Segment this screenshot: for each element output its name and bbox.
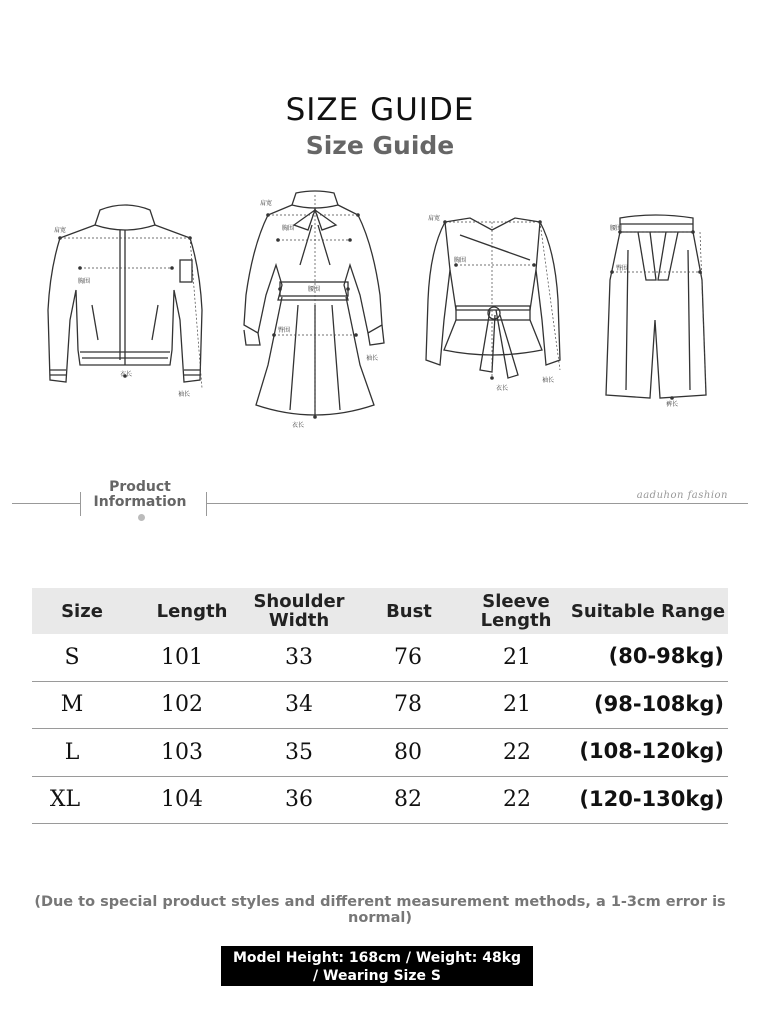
svg-text:腰围: 腰围	[308, 286, 321, 293]
cell-bust: 76	[394, 644, 422, 670]
page-subtitle: Size Guide	[305, 131, 455, 160]
svg-text:胸围: 胸围	[282, 225, 295, 232]
cell-shoulder: 34	[285, 692, 313, 717]
header-bust: Bust	[386, 600, 432, 622]
svg-text:臀围: 臀围	[278, 327, 291, 334]
cell-sleeve: 21	[503, 692, 531, 717]
table-row	[32, 634, 728, 682]
svg-text:腰围: 腰围	[610, 225, 623, 232]
header-sleeve-length: Sleeve Length	[480, 591, 552, 631]
svg-text:衣长: 衣长	[292, 422, 305, 429]
svg-text:袖长: 袖长	[366, 355, 379, 362]
section-label-line2: Information	[90, 495, 190, 525]
svg-text:肩宽: 肩宽	[428, 215, 441, 222]
model-info-line1: Model Height: 168cm / Weight: 48kg	[232, 950, 522, 966]
cell-shoulder: 36	[285, 787, 313, 812]
svg-text:胸围: 胸围	[454, 257, 467, 264]
cell-size: L	[64, 739, 80, 765]
brand-script: aaduhon fashion	[636, 490, 728, 501]
section-label	[90, 480, 190, 525]
wide-leg-pants-icon	[598, 210, 713, 410]
section-label-line1: Product	[109, 479, 171, 495]
measurement-note: (Due to special product styles and different measurement methods, a 1-3cm error is normal)	[34, 894, 726, 926]
bow-dress-icon	[238, 185, 393, 430]
header-length: Length	[156, 600, 228, 622]
cell-size: M	[60, 692, 84, 717]
dot-icon	[138, 514, 145, 521]
cell-range: (108-120kg)	[579, 739, 724, 763]
table-header-row	[32, 588, 728, 634]
model-info-box	[221, 946, 533, 986]
cell-shoulder: 35	[285, 739, 313, 765]
cell-bust: 82	[394, 787, 422, 812]
svg-text:袖长: 袖长	[178, 391, 191, 398]
svg-text:肩宽: 肩宽	[260, 200, 273, 207]
cell-size: S	[64, 644, 80, 670]
cell-sleeve: 22	[503, 739, 531, 765]
cell-length: 104	[161, 787, 203, 812]
svg-text:衣长: 衣长	[120, 371, 133, 378]
model-info-line2: / Wearing Size S	[313, 968, 441, 984]
cell-bust: 80	[394, 739, 422, 765]
bomber-jacket-icon	[40, 200, 210, 400]
cell-length: 103	[161, 739, 203, 765]
svg-text:裤长: 裤长	[666, 401, 679, 408]
svg-text:胸围: 胸围	[78, 278, 91, 285]
size-table	[32, 588, 728, 824]
cell-range: (98-108kg)	[594, 691, 724, 716]
svg-text:衣长: 衣长	[496, 385, 509, 392]
divider-tick-left	[80, 492, 81, 516]
cell-range: (120-130kg)	[579, 786, 724, 811]
cell-sleeve: 21	[503, 644, 531, 670]
header-shoulder-width: Shoulder Width	[253, 591, 345, 631]
table-row	[32, 729, 728, 777]
table-row	[32, 777, 728, 825]
belted-blouse-icon	[420, 210, 565, 395]
divider-line-right	[206, 503, 748, 504]
divider-line-left	[12, 503, 80, 504]
garment-illustrations	[0, 185, 760, 435]
divider-tick-right	[206, 492, 207, 516]
svg-text:袖长: 袖长	[542, 377, 555, 384]
cell-shoulder: 33	[285, 644, 313, 670]
cell-sleeve: 22	[503, 787, 531, 812]
product-information-divider	[0, 480, 760, 520]
svg-text:肩宽: 肩宽	[54, 227, 67, 234]
svg-text:臀围: 臀围	[616, 265, 629, 272]
table-row	[32, 682, 728, 730]
page-title: SIZE GUIDE	[285, 92, 475, 128]
cell-range: (80-98kg)	[608, 644, 724, 668]
cell-size: XL	[49, 787, 81, 812]
header-size: Size	[61, 600, 103, 622]
cell-bust: 78	[394, 692, 422, 717]
cell-length: 101	[161, 644, 203, 670]
header-suitable-range: Suitable Range	[570, 600, 726, 622]
cell-length: 102	[161, 692, 203, 717]
